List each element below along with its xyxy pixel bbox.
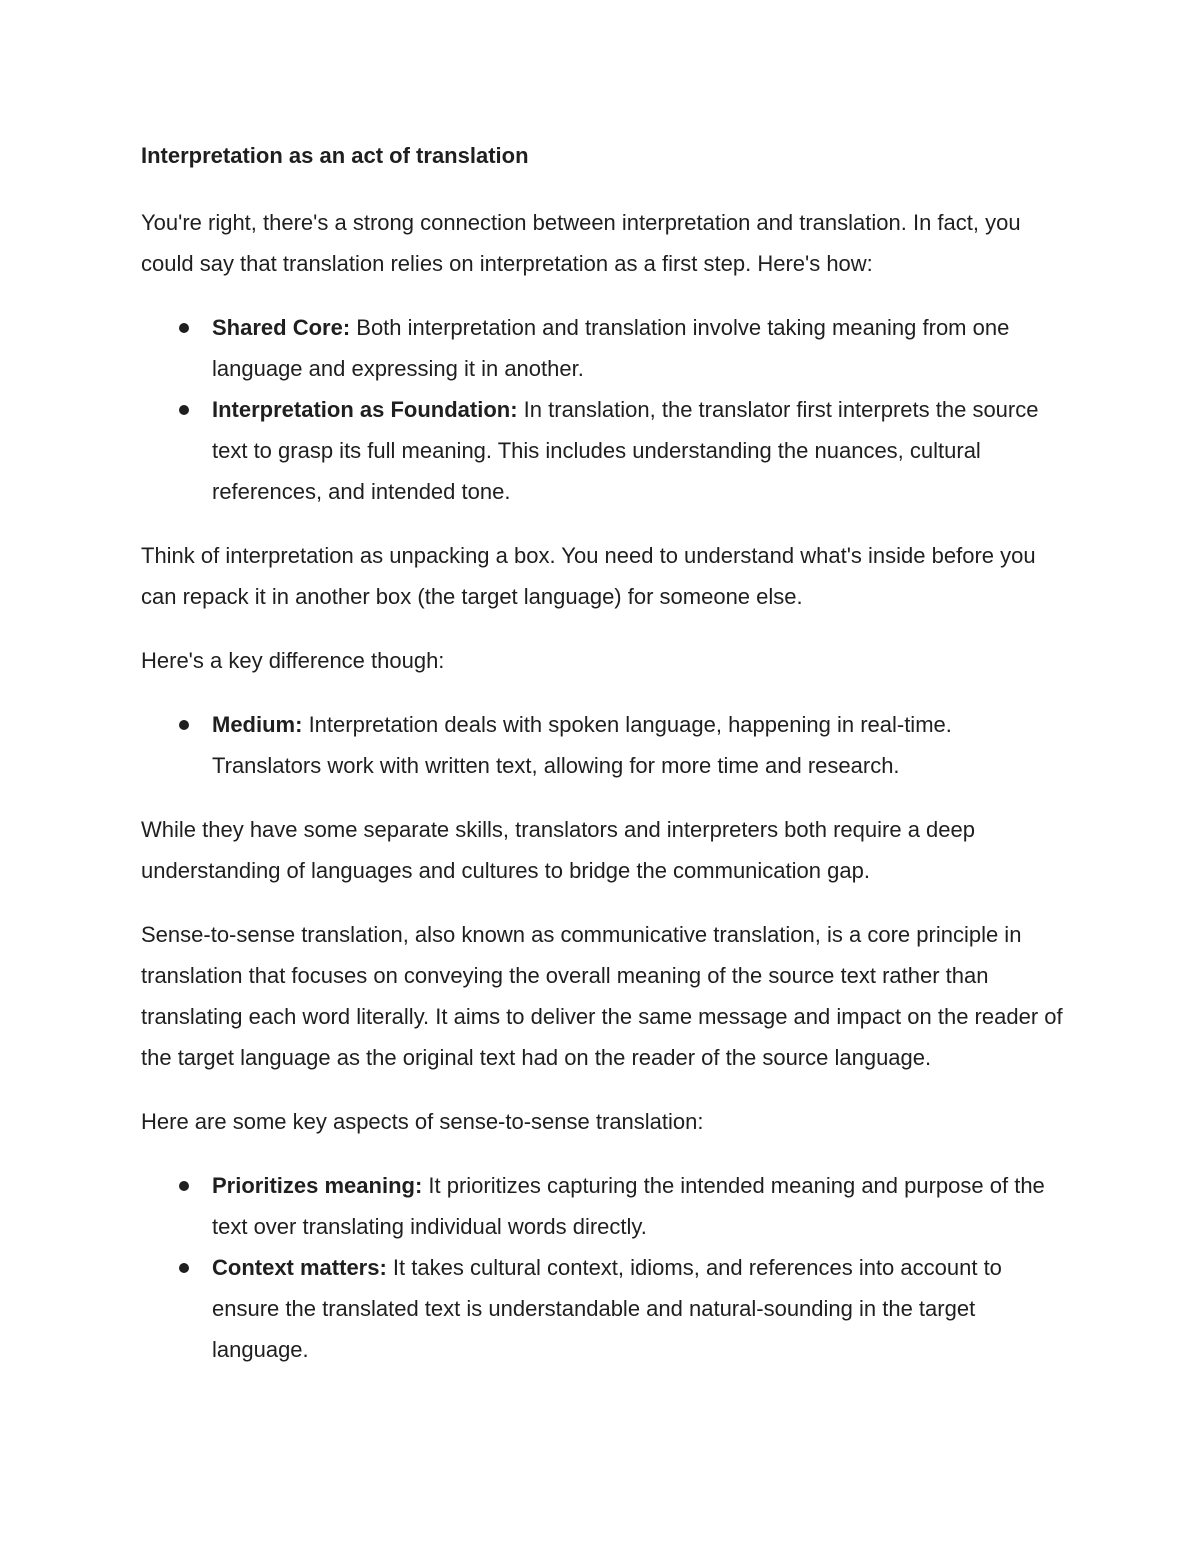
sense-to-sense-paragraph: Sense-to-sense translation, also known as communicative translation, is a core principle in translation that focuses on conveying the overall meaning of the source text rather than translating each word literally. It aims to deliver the same message and impact on the reader of the target language as the original text had on the reader of the source language.	[141, 922, 1063, 1070]
bullet-icon	[179, 323, 189, 333]
analogy-paragraph: Think of interpretation as unpacking a box. You need to understand what's inside before you can repack it in another box (the target language) for someone else.	[141, 543, 1036, 609]
difference-intro-paragraph: Here's a key difference though:	[141, 648, 445, 673]
bullet-icon	[179, 405, 189, 415]
bullet-list-relationship	[141, 307, 1066, 512]
list-item-text: Interpretation deals with spoken language, happening in real-time. Translators work with written text, allowing for more time and research.	[212, 712, 952, 778]
list-item-term: Prioritizes meaning:	[212, 1173, 423, 1198]
list-item-text: It prioritizes capturing the intended meaning and purpose of the text over translating individual words directly.	[212, 1173, 1045, 1239]
list-item-term: Interpretation as Foundation:	[212, 397, 518, 422]
bullet-icon	[179, 720, 189, 730]
aspects-intro-paragraph: Here are some key aspects of sense-to-sense translation:	[141, 1109, 704, 1134]
conclusion-paragraph: While they have some separate skills, translators and interpreters both require a deep understanding of languages and cultures to bridge the communication gap.	[141, 817, 975, 883]
list-item-term: Shared Core:	[212, 315, 351, 340]
bullet-icon	[179, 1263, 189, 1273]
list-item-text: Both interpretation and translation involve taking meaning from one language and expressing it in another.	[212, 315, 1010, 381]
document-page	[141, 140, 1066, 1393]
document-heading: Interpretation as an act of translation	[141, 143, 529, 168]
list-item-term: Context matters:	[212, 1255, 387, 1280]
list-item-term: Medium:	[212, 712, 303, 737]
intro-paragraph: You're right, there's a strong connection between interpretation and translation. In fact, you could say that translation relies on interpretation as a first step. Here's how:	[141, 210, 1021, 276]
bullet-list-aspects	[141, 1165, 1066, 1370]
list-item-text: In translation, the translator first interprets the source text to grasp its full meaning. This includes understanding the nuances, cultural references, and intended tone.	[212, 397, 1039, 504]
list-item	[141, 1165, 1066, 1247]
bullet-list-difference	[141, 704, 1066, 786]
list-item-text: It takes cultural context, idioms, and references into account to ensure the translated text is understandable and natural-sounding in the target language.	[212, 1255, 1002, 1362]
list-item	[141, 704, 1066, 786]
bullet-icon	[179, 1181, 189, 1191]
list-item	[141, 389, 1066, 512]
list-item	[141, 307, 1066, 389]
list-item	[141, 1247, 1066, 1370]
